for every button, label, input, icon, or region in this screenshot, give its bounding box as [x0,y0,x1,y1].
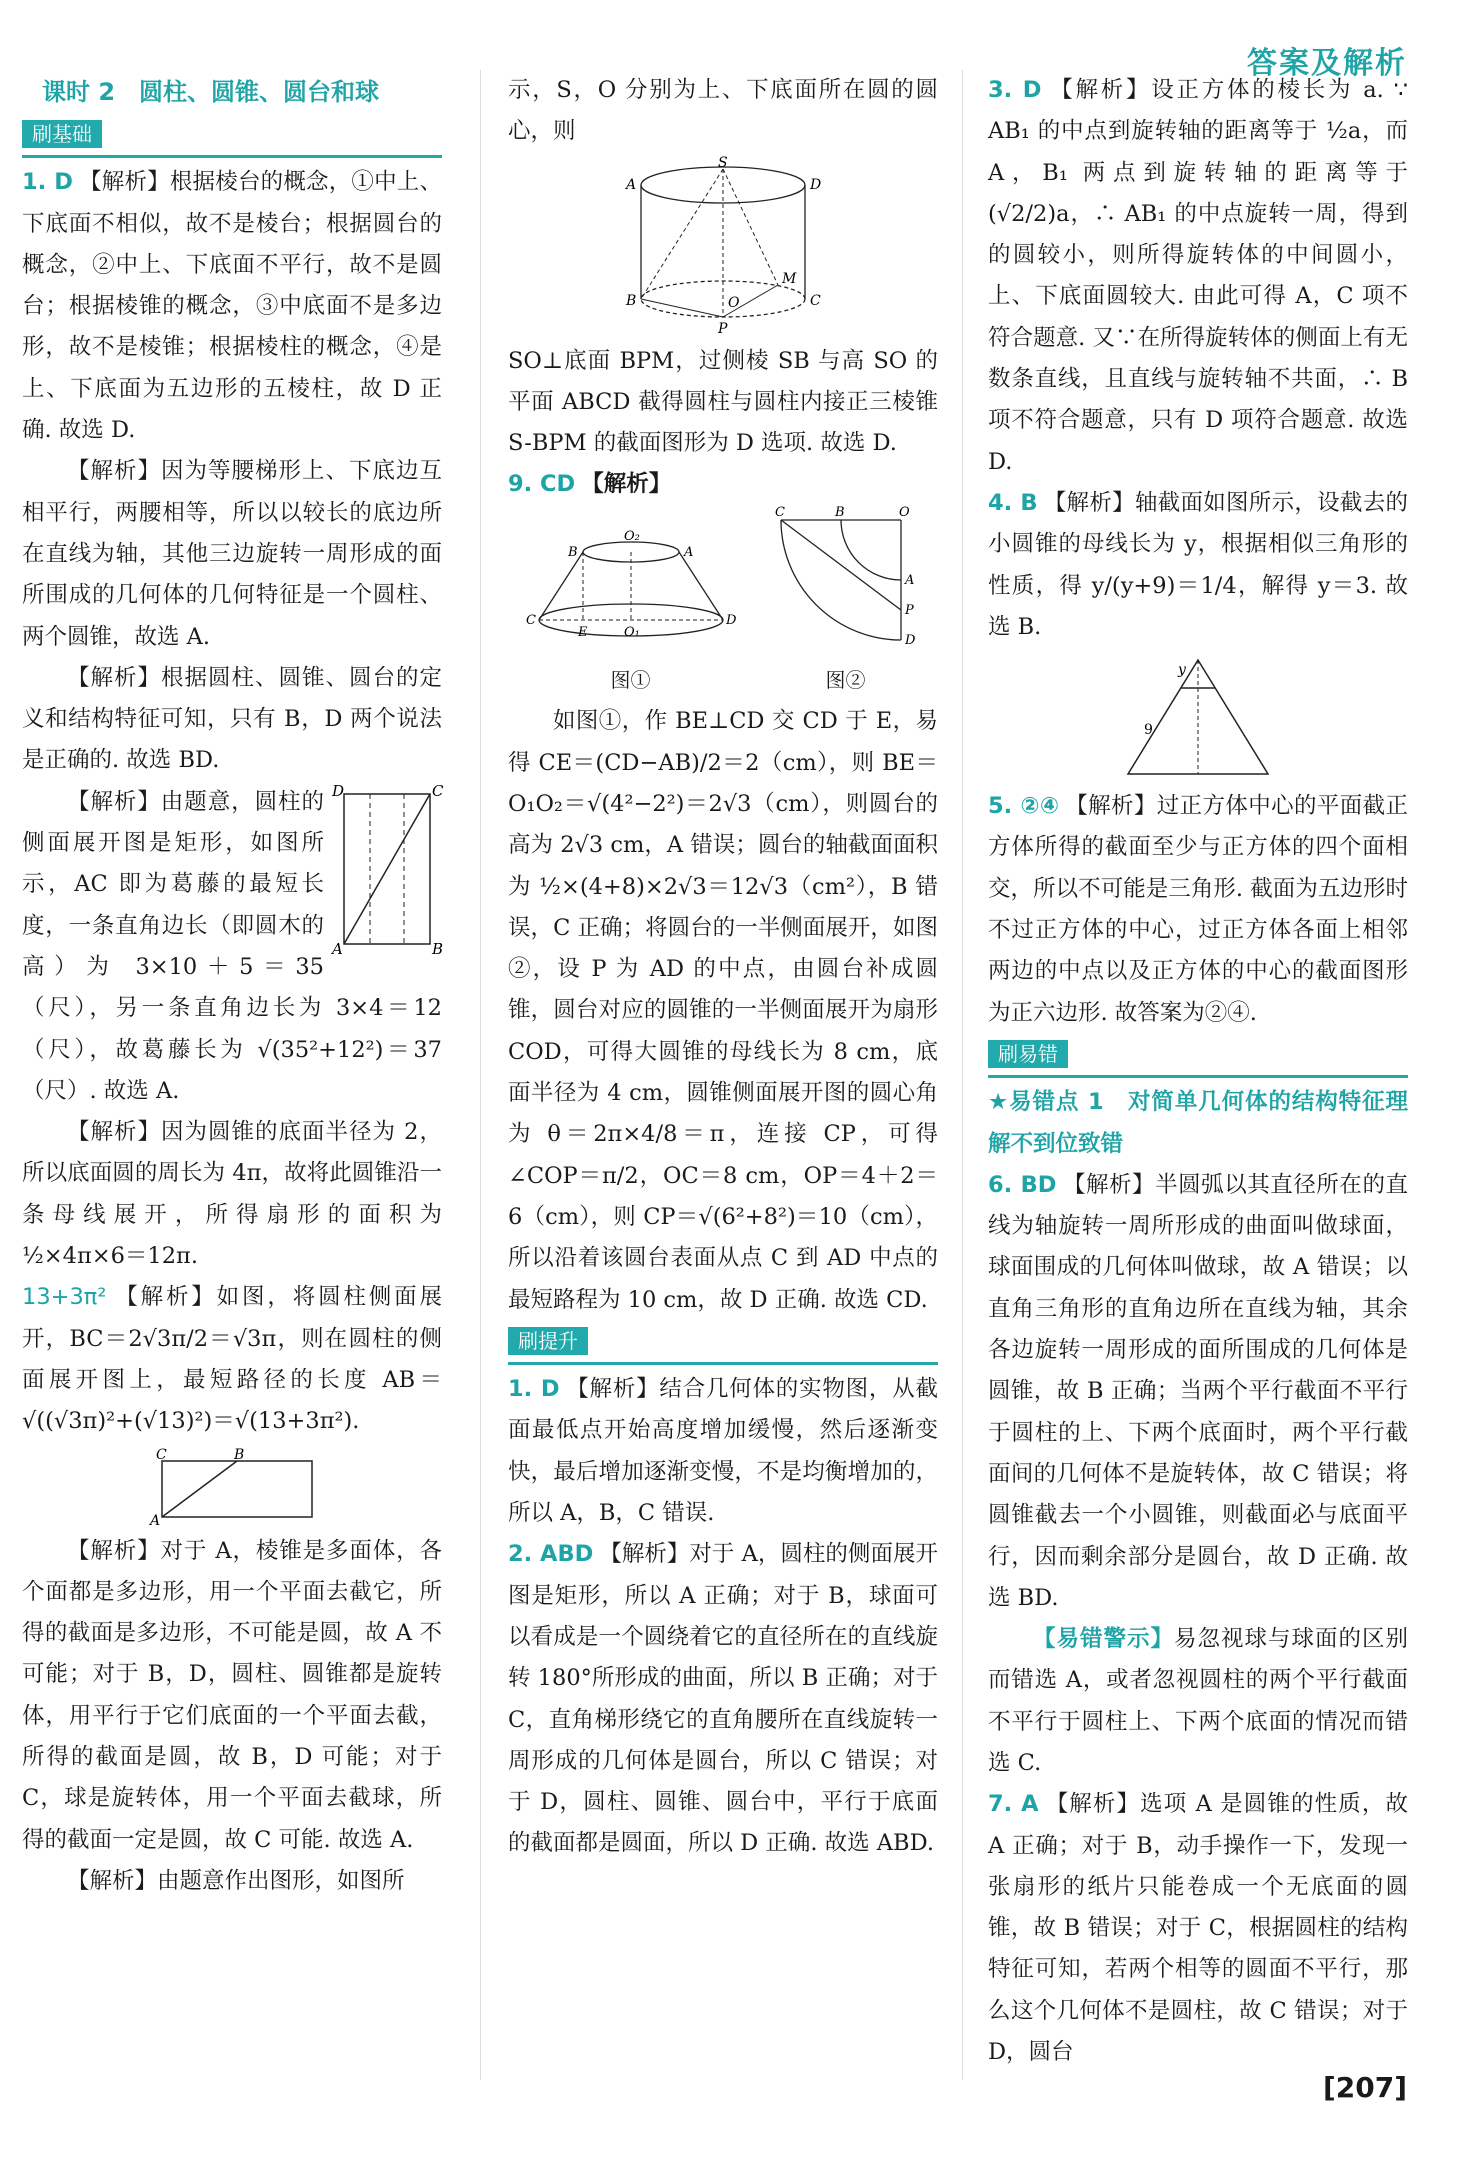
cyl-label-b: B [626,292,637,309]
answer-e7 [988,1784,1408,2073]
answer-e6 [988,1165,1408,1619]
answer-u5 [988,786,1408,1034]
answer-4 [22,782,442,1112]
tri-label-y: y [1178,662,1186,679]
figure-1 [526,528,736,702]
answer-9-head [508,464,938,505]
answer-u1 [508,1369,938,1534]
answer-9-tag: 【解析】 [581,471,672,498]
answer-e6-text: 【解析】半圆弧以其直径所在的直线为轴旋转一周所形成的曲面叫做球面，球面围成的几何体叫做球，故 A 错误；以直角三角形的直角边所在直线为轴，其余各边旋转一周形成的面所围成的几何体是圆锥，故 B 正确；当两个平行截面不平行于圆柱的上、下两个底面时，两个平行截面间的几何体不是旋转体，故 C 错误；将圆锥截去一个小圆锥，则截面必与底面平行，因而剩余部分是圆台，故 D 正确. 故选 BD. [988,1171,1408,1611]
sector-figure [771,506,921,646]
answer-9-figures [508,506,938,702]
page-number: [207] [1322,2071,1407,2104]
answer-u1-number: 1. D [508,1376,560,1403]
answer-u2-number: 2. ABD [508,1541,594,1568]
rect-label-c: C [432,781,444,800]
answer-e7-number: 7. A [988,1791,1039,1818]
column-divider-2 [962,70,963,2080]
f1-label-b: B [567,544,578,560]
f2-label-b: B [834,504,845,520]
f1-label-d: D [725,612,736,628]
rectangle-unfold-figure [332,782,442,957]
lesson-title: 课时 2 圆柱、圆锥、圆台和球 [42,78,380,106]
f1-label-e: E [577,624,587,640]
section-basic-label: 刷基础 [22,120,102,148]
column-middle [508,70,938,1865]
section-up-bar [508,1321,938,1365]
f1-label-o1: O₁ [623,624,640,640]
cylinder-unfold-figure [132,1447,332,1527]
answer-u4 [988,483,1408,648]
f1-label-a: A [683,544,693,560]
f2-label-d: D [904,632,915,648]
answer-e7-text: 【解析】选项 A 是圆锥的性质，故 A 正确；对于 B，动手操作一下，发现一张扇形的纸片只能卷成一个无底面的圆锥，故 B 错误；对于 C，根据圆柱的结构特征可知，若两个相等的圆面不平行，那么这个几何体不是圆柱，故 C 错误；对于 D，圆台 [988,1791,1408,2066]
answer-u4-number: 4. B [988,489,1038,516]
page-header-title: 答案及解析 [1247,46,1407,81]
error-warning [988,1619,1408,1784]
f1-label-o2: O₂ [623,528,640,544]
cyl-label-c: C [810,292,821,309]
column-left [22,70,442,1902]
answer-u4-text: 【解析】轴截面如图所示，设截去的小圆锥的母线长为 y，根据相似三角形的性质，得 y/(y+9)＝1/4，解得 y＝3. 故选 B. [988,489,1408,640]
rect-label-d: D [332,781,345,800]
cyl-label-m: M [782,270,797,287]
answer-4-text: 【解析】由题意，圆柱的侧面展开图是矩形，如图所示，AC 即为葛藤的最短长度，一条直角边长（即圆木的高）为 3×10＋5＝35（尺），另一条直角边长为 3×4＝12（尺），故葛藤长为 √(35²+12²)＝37（尺）. 故选 A. [22,788,442,1104]
cyl-label-a: A [626,176,637,193]
tri-label-9: 9 [1144,722,1153,739]
answer-u5-number: 5. ②④ [988,793,1060,820]
cyl-label-s: S [718,154,728,171]
figure-2-caption: 图② [825,668,866,693]
answer-u1-text: 【解析】结合几何体的实物图，从截面最低点开始高度增加缓慢，然后逐渐变快，最后增加逐渐变慢，不是均衡增加的，所以 A，B，C 错误. [508,1376,938,1527]
rect-label-a: A [332,939,343,958]
f2-label-c: C [774,504,785,520]
answer-1-number: 1. D [22,169,73,196]
cyl-label-o: O [728,294,740,311]
page-number-value: 207 [1335,2071,1395,2104]
cylinder-cone-figure [618,154,828,337]
figure-1-caption: 图① [610,668,651,693]
answer-u5-text: 【解析】过正方体中心的平面截正方体所得的截面至少与正方体的四个面相交，所以不可能是三角形. 截面为五边形时不过正方体的中心，过正方体各面上相邻两边的中点以及正方体的中心的截面图形为正六边形. 故答案为②④. [988,793,1408,1026]
column-divider-1 [480,70,481,2080]
cyl-label-p: P [718,320,728,337]
rect2-label-a: A [150,1512,161,1529]
f2-label-p: P [904,602,914,618]
answer-1 [22,162,442,451]
cyl-label-d: D [810,176,822,193]
answer-5-text: 【解析】因为圆锥的底面半径为 2，所以底面圆的周长为 4π，故将此圆锥沿一条母线展开，所得扇形的面积为 ½×4π×6＝12π. [22,1119,442,1270]
section-err-label: 刷易错 [988,1040,1068,1068]
section-basic-bar [22,114,442,158]
triangle-figure [1108,652,1288,782]
f2-label-o: O [898,504,910,520]
error-point-title: ★易错点 1 对简单几何体的结构特征理解不到位致错 [988,1089,1408,1157]
answer-6 [22,1277,442,1442]
f1-label-c: C [525,612,536,628]
answer-6-number: 13+3π² [22,1284,107,1311]
frustum-figure [526,528,736,646]
answer-1-text: 【解析】根据棱台的概念，①中上、下底面不相似，故不是棱台；根据圆台的概念，②中上、下底面不平行，故不是圆台；根据棱锥的概念，③中底面不是多边形，故不是棱锥；根据棱柱的概念，④是上、下底面为五边形的五棱柱，故 D 正确. 故选 D. [22,169,442,444]
answer-8-after-figure: SO⊥底面 BPM，过侧棱 SB 与高 SO 的平面 ABCD 截得圆柱与圆柱内接正三棱锥 S-BPM 的截面图形为 D 选项. 故选 D. [508,347,938,457]
answer-8-text: 【解析】由题意作出图形，如图所 [67,1867,405,1894]
section-up-label: 刷提升 [508,1327,588,1355]
error-warning-text: 易忽视球与球面的区别而错选 A，或者忽视圆柱的两个平行截面不平行于圆柱上、下两个底面的情况而错选 C. [988,1626,1408,1776]
answer-3-text: 【解析】根据圆柱、圆锥、圆台的定义和结构特征可知，只有 B，D 两个说法是正确的. 故选 BD. [22,664,442,774]
answer-9-number: 9. CD [508,471,576,498]
answer-u3-text: 【解析】设正方体的棱长为 a. ∵ AB₁ 的中点到旋转轴的距离等于 ½a，而 A，B₁ 两点到旋转轴的距离等于 (√2/2)a，∴ AB₁ 的中点旋转一周，得到的圆较小，则所得旋转体的中间圆小，上、下底面圆较大. 由此可得 A，C 项不符合题意. 又∵在所得旋转体的侧面上有无数条直线，且直线与旋转轴不共面，∴ B 项不符合题意，只有 D 项符合题意. 故选 D. [988,77,1408,475]
answer-u2-text: 【解析】对于 A，圆柱的侧面展开图是矩形，所以 A 正确；对于 B，球面可以看成是一个圆绕着它的直径所在的直线旋转 180°所形成的曲面，所以 B 正确；对于 C，直角梯形绕它的直角腰所在直线旋转一周形成的几何体是圆台，所以 C 错误；对于 D，圆柱、圆锥、圆台中，平行于底面的截面都是圆面，所以 D 正确. 故选 ABD. [508,1541,938,1857]
rect2-label-c: C [156,1446,167,1463]
section-err-bar [988,1034,1408,1078]
error-warning-tag: 【易错警示】 [1033,1626,1174,1653]
answer-u3 [988,70,1408,483]
answer-2-text: 【解析】因为等腰梯形上、下底边互相平行，两腰相等，所以以较长的底边所在直线为轴，其他三边旋转一周形成的面所围成的几何体的几何特征是一个圆柱、两个圆锥，故选 A. [22,458,442,650]
rect2-label-b: B [234,1446,245,1463]
answer-u2 [508,1534,938,1864]
rect-label-b: B [432,939,444,958]
answer-7-text: 【解析】对于 A，棱锥是多面体，各个面都是多边形，用一个平面去截它，所得的截面是多边形，不可能是圆，故 A 不可能；对于 B，D，圆柱、圆锥都是旋转体，用平行于它们底面的一个平面去截，所得的截面是圆，故 B，D 可能；对于 C，球是旋转体，用一个平面去截球，所得的截面一定是圆，故 C 可能. 故选 A. [22,1537,442,1853]
answer-9-text: 如图①，作 BE⊥CD 交 CD 于 E，易得 CE＝(CD−AB)/2＝2（cm），则 BE＝O₁O₂＝√(4²−2²)＝2√3（cm），则圆台的高为 2√3 cm，A 错误；圆台的轴截面面积为 ½×(4+8)×2√3＝12√3（cm²），B 错误，C 正确；将圆台的一半侧面展开，如图②，设 P 为 AD 的中点，由圆台补成圆锥，圆台对应的圆锥的一半侧面展开为扇形 COD，可得大圆锥的母线长为 8 cm，底面半径为 4 cm，圆锥侧面展开图的圆心角为 θ＝2π×4/8＝π，连接 CP，可得∠COP＝π/2，OC＝8 cm，OP＝4＋2＝6（cm），则 CP＝√(6²+8²)＝10（cm），所以沿着该圆台表面从点 C 到 AD 中点的最短路程为 10 cm，故 D 正确. 故选 CD. [508,708,938,1313]
answer-8-cont: 示，S，O 分别为上、下底面所在圆的圆心，则 [508,77,938,145]
figure-2 [771,506,921,702]
answer-e6-number: 6. BD [988,1171,1057,1198]
f2-label-a: A [904,572,914,588]
column-right [988,70,1408,2073]
answer-u3-number: 3. D [988,77,1042,103]
answer-6-text: 【解析】如图，将圆柱侧面展开，BC＝2√3π/2＝√3π，则在圆柱的侧面展开图上，最短路径的长度 AB＝√((√3π)²+(√13)²)＝√(13+3π²). [22,1284,442,1435]
